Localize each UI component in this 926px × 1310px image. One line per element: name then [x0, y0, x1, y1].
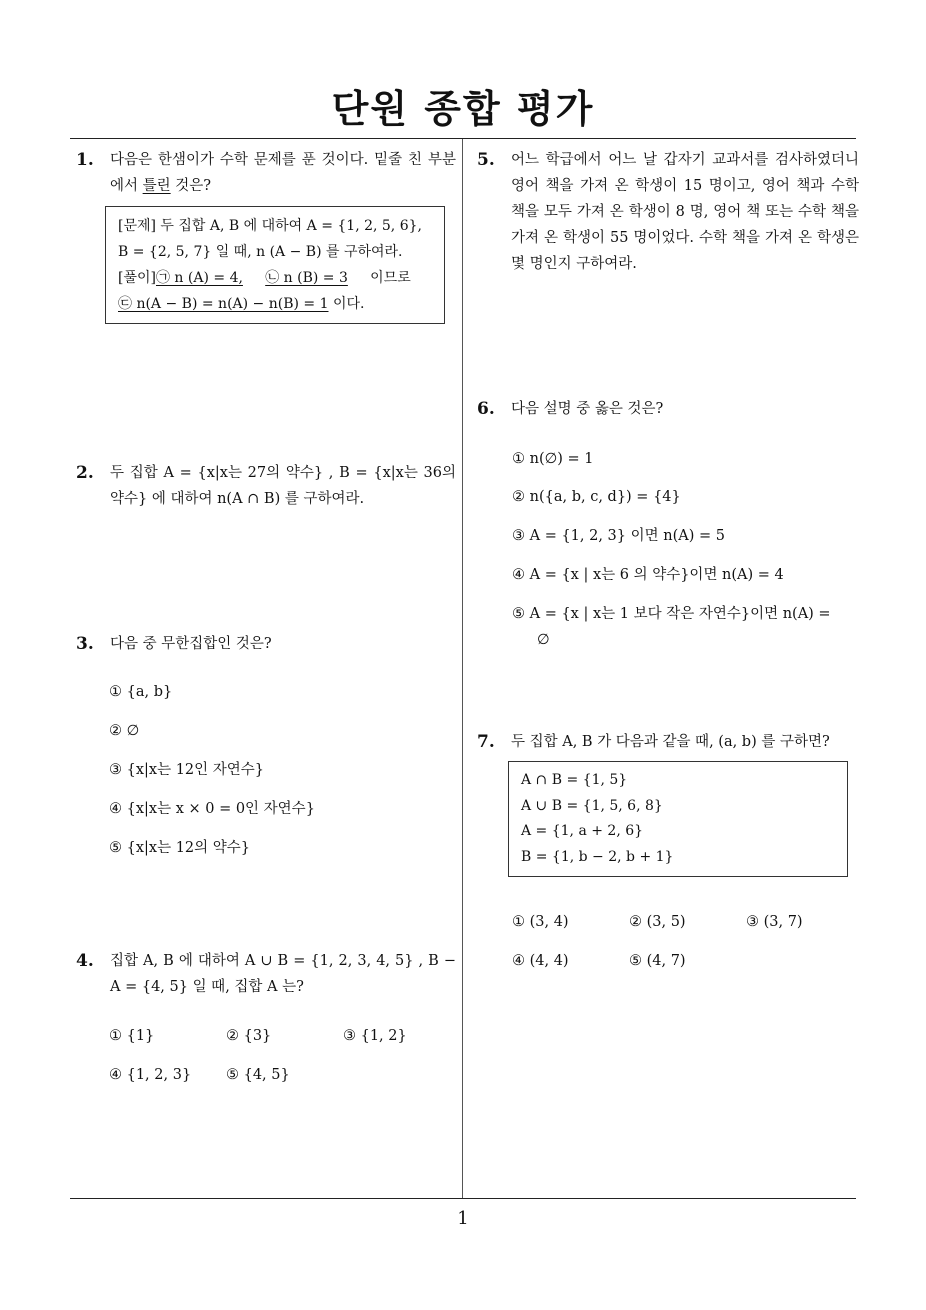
- choice-5[interactable]: ⑤ {4, 5}: [226, 1067, 290, 1083]
- q1-problem-box: [문제] 두 집합 A, B 에 대하여 A = {1, 2, 5, 6}, B = {2, 5, 7} 일 때, n (A − B) 를 구하여라. [풀이]㉠ n (A) = 4, ㉡ n (B) = 3 이므로 ㉢ n(A − B) = n(A) − n(B) = 1 이다.: [105, 206, 445, 324]
- choice-5[interactable]: ⑤ A = {x | x는 1 보다 작은 자연수}이면 n(A) =: [512, 606, 831, 622]
- column-divider: [462, 139, 463, 1198]
- choice-4[interactable]: ④ (4, 4): [512, 953, 569, 969]
- choice-3[interactable]: ③ {x|x는 12인 자연수}: [109, 762, 265, 778]
- question-text: 집합 A, B 에 대하여 A ∪ B = {1, 2, 3, 4, 5} , B − A = {4, 5} 일 때, 집합 A 는?: [110, 953, 456, 995]
- q7-choices-row-1: [512, 914, 863, 930]
- question-text: 두 집합 A = {x|x는 27의 약수} , B = {x|x는 36의 약수} 에 대하여 n(A ∩ B) 를 구하여라.: [110, 465, 456, 507]
- choice-2[interactable]: ② (3, 5): [629, 914, 686, 930]
- question-text: 다음 설명 중 옳은 것은?: [511, 401, 664, 417]
- question-5: [477, 147, 859, 277]
- choice-5[interactable]: ⑤ {x|x는 12의 약수}: [109, 840, 250, 856]
- choice-4[interactable]: ④ {1, 2, 3}: [109, 1067, 192, 1083]
- choice-1[interactable]: ① {a, b}: [109, 684, 173, 700]
- choice-1[interactable]: ① {1}: [109, 1028, 155, 1044]
- header-rule: [70, 138, 856, 139]
- choice-1[interactable]: ① (3, 4): [512, 914, 569, 930]
- choice-4[interactable]: ④ {x|x는 x × 0 = 0인 자연수}: [109, 801, 315, 817]
- choice-2[interactable]: ② n({a, b, c, d}) = {4}: [512, 489, 681, 505]
- choice-2[interactable]: ② {3}: [226, 1028, 272, 1044]
- q4-choices-row-1: [109, 1028, 460, 1044]
- question-number: 4.: [76, 951, 94, 971]
- choice-3[interactable]: ③ A = {1, 2, 3} 이면 n(A) = 5: [512, 528, 725, 544]
- choice-2[interactable]: ② ∅: [109, 723, 140, 739]
- question-text: 다음은 한샘이가 수학 문제를 푼 것이다. 밑줄 친 부분에서 틀린 것은?: [110, 152, 456, 194]
- question-6: [477, 396, 859, 422]
- question-text: 다음 중 무한집합인 것은?: [110, 636, 272, 652]
- question-text: 어느 학급에서 어느 날 갑자기 교과서를 검사하였더니 영어 책을 가져 온 학생이 15 명이고, 영어 책과 수학 책을 모두 가져 온 학생이 8 명, 영어 책 또는 수학 책을 가져 온 학생이 55 명이었다. 수학 책을 가져 온 학생은 몇 명인지 구하여라.: [511, 152, 859, 272]
- question-number: 5.: [477, 150, 495, 170]
- page-title: 단원 종합 평가: [331, 87, 595, 131]
- choice-5-continuation: ∅: [537, 632, 550, 648]
- question-text: 두 집합 A, B 가 다음과 같을 때, (a, b) 를 구하면?: [511, 734, 830, 750]
- q7-choices-row-2: [512, 953, 746, 969]
- question-7: [477, 729, 859, 755]
- question-number: 1.: [76, 150, 94, 170]
- question-number: 3.: [76, 634, 94, 654]
- question-number: 6.: [477, 399, 495, 419]
- choice-1[interactable]: ① n(∅) = 1: [512, 451, 594, 467]
- question-1: [76, 147, 456, 199]
- choice-3[interactable]: ③ (3, 7): [746, 914, 803, 930]
- question-number: 2.: [76, 463, 94, 483]
- question-4: [76, 948, 456, 1000]
- footer-rule: [70, 1198, 856, 1199]
- choice-3[interactable]: ③ {1, 2}: [343, 1028, 407, 1044]
- choice-5[interactable]: ⑤ (4, 7): [629, 953, 686, 969]
- question-2: [76, 460, 456, 512]
- q4-choices-row-2: [109, 1067, 343, 1083]
- question-number: 7.: [477, 732, 495, 752]
- q7-set-box: A ∩ B = {1, 5} A ∪ B = {1, 5, 6, 8} A = {1, a + 2, 6} B = {1, b − 2, b + 1}: [508, 761, 848, 877]
- page-number: 1: [457, 1208, 469, 1229]
- question-3: [76, 631, 456, 657]
- choice-4[interactable]: ④ A = {x | x는 6 의 약수}이면 n(A) = 4: [512, 567, 784, 583]
